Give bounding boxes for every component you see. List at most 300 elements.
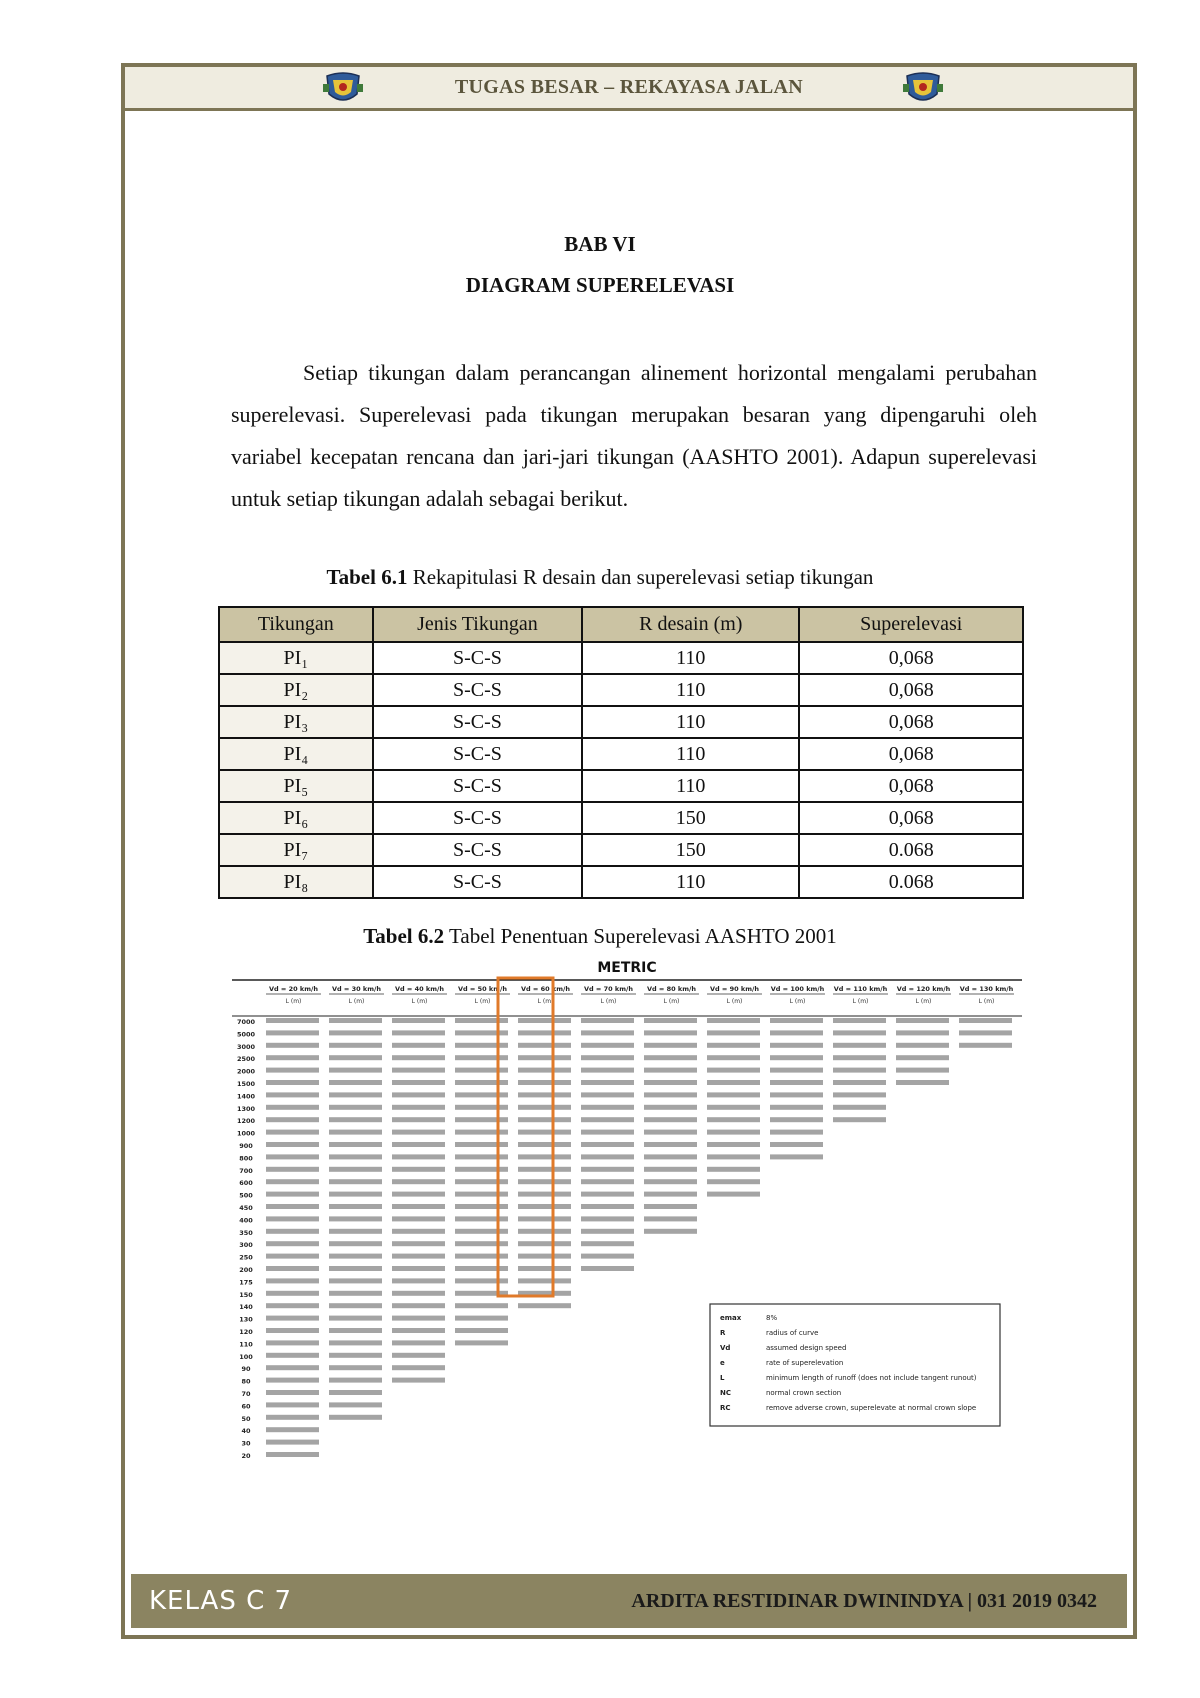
scan-data-cell — [707, 1018, 760, 1023]
header-title: TUGAS BESAR – REKAYASA JALAN — [454, 76, 804, 98]
scan-data-cell — [266, 1254, 319, 1259]
length-header: L (m) — [852, 998, 869, 1005]
radius-label: 700 — [239, 1166, 253, 1175]
scan-data-cell — [392, 1254, 445, 1259]
footer-class: KELAS C 7 — [149, 1586, 293, 1616]
scan-data-cell — [707, 1092, 760, 1097]
scan-data-cell — [959, 1030, 1012, 1035]
scan-data-cell — [392, 1142, 445, 1147]
scan-data-cell — [896, 1055, 949, 1060]
legend-description: rate of superelevation — [766, 1359, 844, 1367]
cell-superelevasi: 0,068 — [799, 674, 1023, 706]
scan-data-cell — [707, 1154, 760, 1159]
scan-data-cell — [266, 1303, 319, 1308]
radius-label: 30 — [241, 1439, 251, 1448]
radius-label: 600 — [239, 1179, 253, 1188]
scan-data-cell — [770, 1068, 823, 1073]
scan-data-cell — [770, 1043, 823, 1048]
scan-data-cell — [329, 1241, 382, 1246]
scan-data-cell — [329, 1229, 382, 1234]
scan-data-cell — [581, 1204, 634, 1209]
scan-data-cell — [833, 1080, 886, 1085]
scan-data-cell — [581, 1092, 634, 1097]
cell-jenis: S-C-S — [373, 834, 582, 866]
scan-data-cell — [518, 1192, 571, 1197]
scan-data-cell — [644, 1179, 697, 1184]
cell-rdesain: 150 — [582, 802, 799, 834]
table-row — [219, 770, 1023, 802]
length-header: L (m) — [726, 998, 743, 1005]
scan-data-cell — [266, 1030, 319, 1035]
scan-data-cell — [707, 1080, 760, 1085]
seal-icon — [323, 72, 363, 106]
radius-label: 60 — [241, 1402, 251, 1411]
scan-data-cell — [518, 1303, 571, 1308]
scan-data-cell — [455, 1278, 508, 1283]
legend-description: radius of curve — [766, 1329, 819, 1337]
radius-label: 300 — [239, 1241, 253, 1250]
radius-label: 100 — [239, 1352, 253, 1361]
scan-data-cell — [392, 1018, 445, 1023]
radius-label: 7000 — [236, 1018, 256, 1026]
scan-data-cell — [581, 1142, 634, 1147]
radius-label: 1000 — [236, 1129, 256, 1138]
cell-jenis: S-C-S — [373, 706, 582, 738]
scan-data-cell — [581, 1105, 634, 1110]
scan-data-cell — [266, 1340, 319, 1345]
radius-label: 200 — [239, 1266, 253, 1274]
scan-data-cell — [644, 1229, 697, 1234]
scan-data-cell — [770, 1117, 823, 1122]
radius-label: 450 — [239, 1204, 253, 1212]
cell-tikungan: PI₈ — [219, 866, 373, 898]
scan-data-cell — [959, 1018, 1012, 1023]
scan-data-cell — [266, 1402, 319, 1407]
scan-data-cell — [518, 1030, 571, 1035]
scan-data-cell — [581, 1117, 634, 1122]
scan-data-cell — [329, 1117, 382, 1122]
scan-data-cell — [266, 1130, 319, 1135]
table1-caption — [0, 565, 1200, 590]
legend-symbol: emax — [720, 1314, 742, 1322]
scan-data-cell — [833, 1055, 886, 1060]
scan-data-cell — [581, 1192, 634, 1197]
radius-label: 40 — [241, 1427, 251, 1436]
scan-data-cell — [518, 1241, 571, 1246]
scan-data-cell — [770, 1092, 823, 1097]
radius-label: 175 — [239, 1278, 253, 1287]
scan-data-cell — [707, 1192, 760, 1197]
aashto-superelevation-table-image — [232, 958, 1022, 1470]
scan-data-cell — [329, 1043, 382, 1048]
scan-data-cell — [329, 1254, 382, 1259]
length-header: L (m) — [348, 998, 365, 1005]
scan-data-cell — [518, 1092, 571, 1097]
radius-label: 1400 — [236, 1092, 256, 1101]
radius-label: 20 — [241, 1452, 251, 1460]
scan-data-cell — [518, 1229, 571, 1234]
scan-data-cell — [266, 1328, 319, 1333]
speed-header: Vd = 50 km/h — [457, 985, 508, 993]
scan-data-cell — [392, 1328, 445, 1333]
scan-data-cell — [581, 1068, 634, 1073]
chapter-title: DIAGRAM SUPERELEVASI — [465, 273, 735, 297]
length-header: L (m) — [663, 998, 680, 1005]
scan-data-cell — [518, 1254, 571, 1259]
cell-superelevasi: 0.068 — [799, 834, 1023, 866]
radius-label: 2000 — [236, 1067, 256, 1076]
scan-data-cell — [329, 1105, 382, 1110]
cell-tikungan: PI₂ — [219, 674, 373, 706]
table1-caption-label: Tabel 6.1 — [326, 565, 408, 589]
scan-data-cell — [581, 1043, 634, 1048]
scan-data-cell — [329, 1390, 382, 1395]
scan-data-cell — [644, 1130, 697, 1135]
scan-data-cell — [644, 1092, 697, 1097]
scan-data-cell — [644, 1105, 697, 1110]
scan-data-cell — [455, 1328, 508, 1333]
length-header: L (m) — [978, 998, 995, 1005]
scan-data-cell — [455, 1068, 508, 1073]
scan-data-cell — [455, 1154, 508, 1159]
cell-rdesain: 110 — [582, 866, 799, 898]
scan-data-cell — [392, 1068, 445, 1073]
legend-description: 8% — [766, 1314, 778, 1322]
scan-data-cell — [329, 1080, 382, 1085]
scan-data-cell — [518, 1179, 571, 1184]
table2-caption — [0, 924, 1200, 949]
cell-rdesain: 110 — [582, 738, 799, 770]
scan-data-cell — [266, 1105, 319, 1110]
legend-symbol: RC — [720, 1404, 731, 1412]
scan-data-cell — [455, 1055, 508, 1060]
scan-data-cell — [518, 1117, 571, 1122]
table1-caption-text: Rekapitulasi R desain dan superelevasi setiap tikungan — [407, 565, 874, 589]
cell-tikungan: PI₁ — [219, 642, 373, 674]
radius-label: 110 — [239, 1340, 253, 1349]
speed-header: Vd = 80 km/h — [646, 985, 697, 993]
radius-label: 2500 — [236, 1055, 256, 1064]
scan-data-cell — [896, 1080, 949, 1085]
scan-data-cell — [518, 1278, 571, 1283]
scan-data-cell — [644, 1216, 697, 1221]
scan-data-cell — [266, 1068, 319, 1073]
scan-data-cell — [392, 1229, 445, 1234]
recap-table — [218, 606, 1024, 899]
scan-data-cell — [329, 1142, 382, 1147]
speed-header: Vd = 70 km/h — [583, 985, 634, 993]
scan-data-cell — [266, 1055, 319, 1060]
scan-data-cell — [266, 1427, 319, 1432]
length-header: L (m) — [915, 998, 932, 1005]
cell-rdesain: 110 — [582, 642, 799, 674]
speed-header: Vd = 110 km/h — [833, 985, 888, 993]
scan-data-cell — [896, 1068, 949, 1073]
scan-data-cell — [392, 1365, 445, 1370]
cell-superelevasi: 0,068 — [799, 738, 1023, 770]
legend-symbol: e — [720, 1359, 725, 1367]
speed-header: Vd = 120 km/h — [896, 985, 951, 993]
scan-data-cell — [644, 1154, 697, 1159]
length-header: L (m) — [285, 998, 302, 1005]
scan-data-cell — [455, 1117, 508, 1122]
scan-data-cell — [266, 1080, 319, 1085]
legend-symbol: NC — [720, 1389, 731, 1397]
scan-data-cell — [770, 1055, 823, 1060]
scan-data-cell — [833, 1018, 886, 1023]
table2-caption-label: Tabel 6.2 — [363, 924, 445, 948]
scan-data-cell — [959, 1043, 1012, 1048]
scan-data-cell — [329, 1415, 382, 1420]
scan-data-cell — [329, 1167, 382, 1172]
scan-data-cell — [455, 1316, 508, 1321]
scan-data-cell — [455, 1241, 508, 1246]
scan-data-cell — [266, 1179, 319, 1184]
scan-data-cell — [581, 1055, 634, 1060]
scan-data-cell — [392, 1266, 445, 1271]
radius-label: 50 — [241, 1414, 251, 1423]
cell-tikungan: PI₃ — [219, 706, 373, 738]
scan-data-cell — [392, 1353, 445, 1358]
scan-data-cell — [455, 1030, 508, 1035]
scan-data-cell — [518, 1043, 571, 1048]
scan-data-cell — [329, 1055, 382, 1060]
scan-data-cell — [770, 1142, 823, 1147]
scan-data-cell — [329, 1353, 382, 1358]
scan-data-cell — [833, 1117, 886, 1122]
cell-jenis: S-C-S — [373, 802, 582, 834]
radius-label: 500 — [239, 1191, 253, 1200]
scan-data-cell — [266, 1278, 319, 1283]
table-row — [219, 802, 1023, 834]
aashto-title: METRIC — [597, 960, 657, 976]
scan-data-cell — [392, 1130, 445, 1135]
radius-label: 400 — [239, 1216, 253, 1225]
speed-header: Vd = 90 km/h — [709, 985, 760, 993]
scan-data-cell — [329, 1340, 382, 1345]
scan-data-cell — [266, 1316, 319, 1321]
radius-label: 800 — [239, 1154, 253, 1163]
length-header: L (m) — [789, 998, 806, 1005]
scan-data-cell — [707, 1117, 760, 1122]
cell-tikungan: PI₇ — [219, 834, 373, 866]
scan-data-cell — [392, 1167, 445, 1172]
cell-jenis: S-C-S — [373, 770, 582, 802]
scan-data-cell — [266, 1043, 319, 1048]
table-row — [219, 706, 1023, 738]
legend-symbol: Vd — [720, 1344, 731, 1352]
scan-data-cell — [896, 1043, 949, 1048]
scan-data-cell — [455, 1167, 508, 1172]
scan-data-cell — [455, 1130, 508, 1135]
scan-data-cell — [329, 1030, 382, 1035]
scan-data-cell — [581, 1254, 634, 1259]
scan-data-cell — [581, 1030, 634, 1035]
scan-data-cell — [896, 1030, 949, 1035]
cell-superelevasi: 0,068 — [799, 706, 1023, 738]
cell-superelevasi: 0,068 — [799, 642, 1023, 674]
scan-data-cell — [707, 1105, 760, 1110]
scan-data-cell — [392, 1303, 445, 1308]
speed-header: Vd = 100 km/h — [770, 985, 825, 993]
length-header: L (m) — [474, 998, 491, 1005]
speed-header: Vd = 130 km/h — [959, 985, 1014, 993]
scan-data-cell — [455, 1018, 508, 1023]
scan-data-cell — [392, 1316, 445, 1321]
scan-data-cell — [644, 1204, 697, 1209]
scan-data-cell — [266, 1216, 319, 1221]
scan-data-cell — [266, 1353, 319, 1358]
scan-data-cell — [329, 1378, 382, 1383]
scan-data-cell — [770, 1080, 823, 1085]
scan-data-cell — [392, 1154, 445, 1159]
scan-data-cell — [707, 1043, 760, 1048]
scan-data-cell — [266, 1440, 319, 1445]
scan-data-cell — [266, 1291, 319, 1296]
scan-data-cell — [266, 1229, 319, 1234]
scan-data-cell — [329, 1266, 382, 1271]
length-header: L (m) — [411, 998, 428, 1005]
radius-label: 80 — [241, 1377, 251, 1386]
cell-jenis: S-C-S — [373, 738, 582, 770]
scan-data-cell — [392, 1204, 445, 1209]
scan-data-cell — [392, 1043, 445, 1048]
scan-data-cell — [266, 1415, 319, 1420]
scan-data-cell — [266, 1018, 319, 1023]
scan-data-cell — [455, 1216, 508, 1221]
table2-caption-text: Tabel Penentuan Superelevasi AASHTO 2001 — [444, 924, 837, 948]
scan-data-cell — [329, 1068, 382, 1073]
radius-label: 120 — [239, 1328, 253, 1336]
cell-jenis: S-C-S — [373, 866, 582, 898]
scan-data-cell — [392, 1092, 445, 1097]
radius-label: 350 — [239, 1228, 253, 1237]
scan-data-cell — [833, 1068, 886, 1073]
scan-data-cell — [770, 1030, 823, 1035]
scan-data-cell — [770, 1154, 823, 1159]
scan-data-cell — [329, 1154, 382, 1159]
cell-rdesain: 150 — [582, 834, 799, 866]
radius-label: 250 — [239, 1253, 253, 1262]
scan-data-cell — [518, 1068, 571, 1073]
scan-data-cell — [644, 1018, 697, 1023]
scan-data-cell — [266, 1241, 319, 1246]
radius-label: 1300 — [236, 1104, 256, 1113]
radius-label: 1500 — [236, 1080, 256, 1088]
scan-data-cell — [644, 1043, 697, 1048]
scan-data-cell — [392, 1216, 445, 1221]
scan-data-cell — [266, 1192, 319, 1197]
cell-superelevasi: 0.068 — [799, 866, 1023, 898]
cell-tikungan: PI₄ — [219, 738, 373, 770]
cell-superelevasi: 0,068 — [799, 802, 1023, 834]
cell-rdesain: 110 — [582, 674, 799, 706]
scan-data-cell — [392, 1105, 445, 1110]
cell-superelevasi: 0,068 — [799, 770, 1023, 802]
table-header-row — [219, 607, 1023, 642]
scan-data-cell — [644, 1030, 697, 1035]
scan-data-cell — [644, 1080, 697, 1085]
speed-header: Vd = 60 km/h — [520, 985, 571, 993]
legend-description: normal crown section — [766, 1389, 842, 1397]
legend-symbol: L — [720, 1374, 725, 1382]
radius-label: 3000 — [236, 1042, 256, 1051]
scan-data-cell — [266, 1167, 319, 1172]
length-header: L (m) — [600, 998, 617, 1005]
radius-label: 130 — [239, 1315, 253, 1324]
scan-data-cell — [266, 1154, 319, 1159]
footer-author: ARDITA RESTIDINAR DWININDYA | 031 2019 0342 — [631, 1589, 1097, 1612]
scan-data-cell — [644, 1142, 697, 1147]
scan-data-cell — [707, 1130, 760, 1135]
scan-data-cell — [392, 1117, 445, 1122]
scan-data-cell — [644, 1055, 697, 1060]
scan-data-cell — [392, 1030, 445, 1035]
scan-data-cell — [455, 1080, 508, 1085]
scan-data-cell — [455, 1266, 508, 1271]
scan-data-cell — [581, 1130, 634, 1135]
radius-label: 90 — [241, 1365, 251, 1374]
radius-label: 150 — [239, 1290, 253, 1299]
scan-data-cell — [518, 1167, 571, 1172]
scan-data-cell — [518, 1018, 571, 1023]
scan-data-cell — [266, 1266, 319, 1271]
scan-data-cell — [707, 1167, 760, 1172]
scan-data-cell — [455, 1192, 508, 1197]
cell-tikungan: PI₅ — [219, 770, 373, 802]
legend-description: assumed design speed — [766, 1344, 847, 1352]
scan-data-cell — [644, 1117, 697, 1122]
scan-data-cell — [329, 1278, 382, 1283]
seal-icon — [903, 72, 943, 106]
scan-data-cell — [455, 1303, 508, 1308]
radius-label: 70 — [241, 1390, 251, 1398]
scan-data-cell — [581, 1167, 634, 1172]
scan-data-cell — [581, 1154, 634, 1159]
scan-data-cell — [392, 1080, 445, 1085]
page-header — [125, 67, 1133, 111]
scan-data-cell — [455, 1179, 508, 1184]
scan-data-cell — [392, 1192, 445, 1197]
cell-rdesain: 110 — [582, 706, 799, 738]
table-row — [219, 834, 1023, 866]
cell-jenis: S-C-S — [373, 642, 582, 674]
scan-data-cell — [455, 1204, 508, 1209]
scan-data-cell — [833, 1043, 886, 1048]
cell-rdesain: 110 — [582, 770, 799, 802]
scan-data-cell — [581, 1241, 634, 1246]
table-row — [219, 642, 1023, 674]
col-header-jenis: Jenis Tikungan — [373, 607, 582, 642]
table-row — [219, 674, 1023, 706]
scan-data-cell — [455, 1229, 508, 1234]
scan-data-cell — [518, 1105, 571, 1110]
body-paragraph: Setiap tikungan dalam perancangan alinement horizontal mengalami perubahan superelevasi. Superelevasi pada tikungan merupakan besaran yang dipengaruhi oleh variabel kecepatan rencana dan jari-jari tikungan (AASHTO 2001). Adapun superelevasi untuk setiap tikungan adalah sebagai berikut. — [231, 360, 1037, 511]
scan-data-cell — [266, 1092, 319, 1097]
scan-data-cell — [455, 1340, 508, 1345]
scan-data-cell — [455, 1043, 508, 1048]
scan-data-cell — [833, 1105, 886, 1110]
page-footer — [131, 1574, 1127, 1628]
scan-data-cell — [581, 1080, 634, 1085]
scan-data-cell — [581, 1179, 634, 1184]
scan-data-cell — [392, 1278, 445, 1283]
scan-data-cell — [329, 1291, 382, 1296]
scan-data-cell — [644, 1192, 697, 1197]
scan-data-cell — [518, 1142, 571, 1147]
scan-data-cell — [455, 1105, 508, 1110]
scan-data-cell — [707, 1055, 760, 1060]
